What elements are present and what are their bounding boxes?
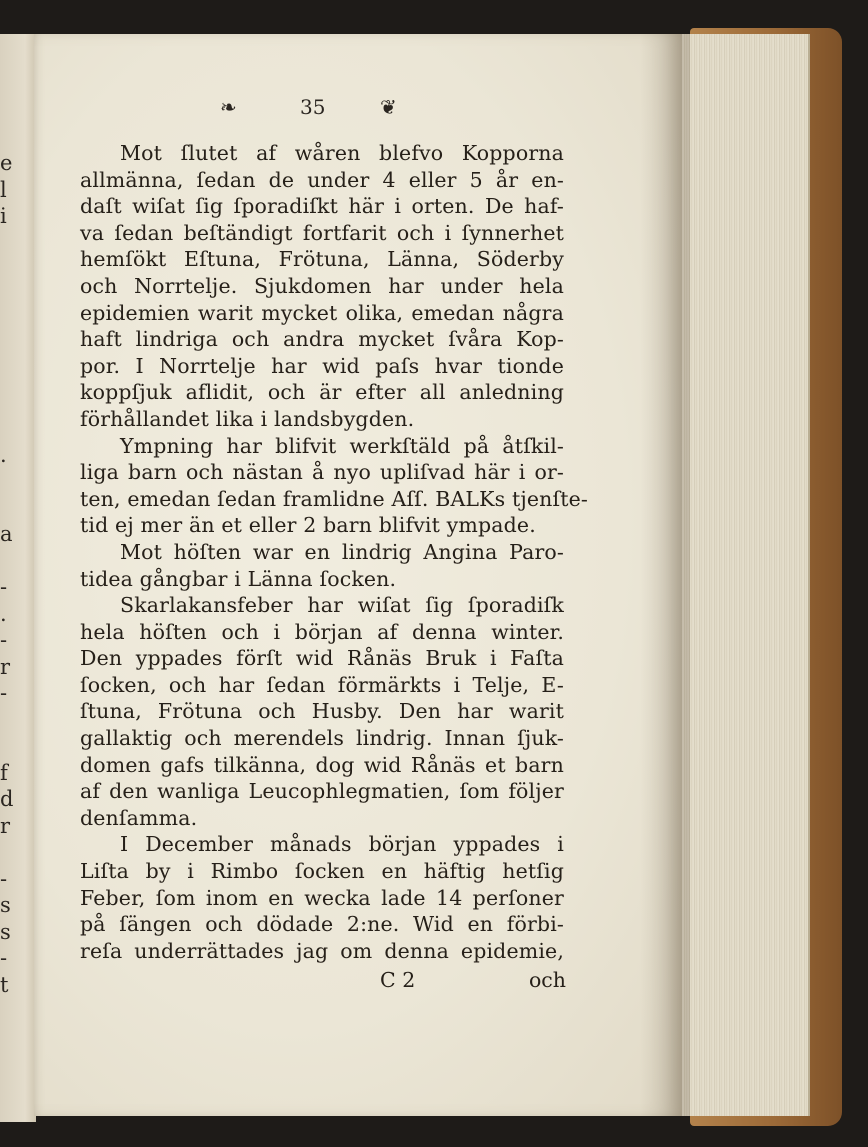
left-fragment <box>0 309 14 336</box>
left-fragment: s <box>0 919 11 944</box>
page-header <box>210 95 440 125</box>
left-fragment <box>0 415 14 442</box>
text-line: reſa underrättades jag om denna epidemie, <box>80 938 564 963</box>
page-number: 35 <box>300 95 326 119</box>
text-line: Den yppades förſt wid Rånäs Bruk i Faſta <box>80 646 564 671</box>
text-line: och Norrtelje. Sjukdomen har under hela <box>80 273 564 298</box>
page-edges <box>680 34 810 1116</box>
left-fragment: i <box>0 204 7 228</box>
text-line: hela höſten och i början af denna winter. <box>80 619 564 644</box>
text-line: epidemien warit mycket olika, emedan några <box>80 300 564 325</box>
left-fragment <box>0 733 14 760</box>
text-line: ten, emedan ſedan framlidne Aſſ. BALKs tjenſte- <box>80 486 588 511</box>
body-text <box>80 140 588 964</box>
ornament-right-icon: ❦ <box>380 95 397 119</box>
text-line: Skarlakansfeber har wiſat ſig ſporadiſk <box>120 593 564 618</box>
left-fragment <box>0 230 14 257</box>
text-line: Feber, ſom inom en wecka lade 14 perſoner <box>80 885 564 910</box>
page-footer <box>80 968 566 996</box>
left-fragment <box>0 548 14 575</box>
gutter-shadow <box>640 34 690 1116</box>
text-line: ſtuna, Frötuna och Husby. Den har warit <box>80 699 564 724</box>
left-fragment <box>0 362 14 389</box>
text-line: koppſjuk aflidit, och är efter all anledning <box>80 380 564 405</box>
text-line: tid ej mer än et eller 2 barn blifvit ympade. <box>80 513 536 538</box>
left-fragment: - <box>0 681 8 705</box>
text-line: Liſta by i Rimbo ſocken en häftig hetſig <box>80 859 564 884</box>
text-line: domen gafs tilkänna, dog wid Rånäs et barn <box>80 752 564 777</box>
left-fragment: l <box>0 177 7 202</box>
left-fragment <box>0 389 14 416</box>
left-fragment <box>0 839 14 866</box>
text-line: denſamma. <box>80 805 198 830</box>
left-fragment: - <box>0 628 8 652</box>
left-page-text-fragments <box>0 150 14 998</box>
left-fragment <box>0 283 14 310</box>
text-line: I December månads början yppades i <box>120 832 564 857</box>
left-fragment: e <box>0 151 13 175</box>
text-line: hemſökt Eſtuna, Frötuna, Länna, Söderby <box>80 247 564 272</box>
text-line: förhållandet lika i landsbygden. <box>80 406 415 431</box>
signature-mark: C 2 <box>380 968 416 992</box>
left-fragment: s <box>0 893 11 917</box>
text-line: gallaktig och merendels lindrig. Innan ſjuk- <box>80 726 564 751</box>
catchword: och <box>528 968 566 992</box>
text-line: ſocken, och har ſedan förmärkts i Telje, E- <box>80 672 564 697</box>
text-line: liga barn och nästan å nyo upliſvad här i or- <box>80 460 564 485</box>
left-fragment: r <box>0 813 11 838</box>
left-fragment <box>0 336 14 363</box>
left-fragment: - <box>0 866 8 891</box>
text-line: tidea gångbar i Länna ſocken. <box>80 566 397 591</box>
left-fragment: t <box>0 972 9 997</box>
text-line: haft lindriga och andra mycket ſvåra Kop- <box>80 327 564 352</box>
left-fragment <box>0 256 14 283</box>
text-line: allmänna, ſedan de under 4 eller 5 år en- <box>80 167 564 192</box>
text-line: Mot höſten war en lindrig Angina Paro- <box>120 539 564 564</box>
text-line: Mot ſlutet af wåren blefvo Kopporna <box>120 141 564 165</box>
left-fragment: d <box>0 787 14 811</box>
left-fragment: - <box>0 575 8 599</box>
text-line: af den wanliga Leucophlegmatien, ſom följer <box>80 779 564 804</box>
left-fragment: r <box>0 654 11 679</box>
left-fragment: . <box>0 442 7 467</box>
left-fragment: . <box>0 601 7 626</box>
left-fragment: a <box>0 522 13 546</box>
left-fragment: - <box>0 946 8 970</box>
left-fragment <box>0 495 14 522</box>
ornament-left-icon: ❧ <box>220 95 237 119</box>
text-line: Ympning har blifvit werkſtäld på åtſkil- <box>120 433 564 458</box>
left-fragment <box>0 707 14 734</box>
text-line: daſt wiſat ſig ſporadiſkt här i orten. De haf- <box>80 194 564 219</box>
text-line: va ſedan beſtändigt fortfarit och i ſynnerhet <box>80 220 564 245</box>
text-line: por. I Norrtelje har wid paſs hvar tionde <box>80 353 564 378</box>
left-fragment <box>0 468 14 495</box>
left-fragment: f <box>0 760 8 785</box>
text-line: på ſängen och dödade 2:ne. Wid en förbi- <box>80 912 564 937</box>
